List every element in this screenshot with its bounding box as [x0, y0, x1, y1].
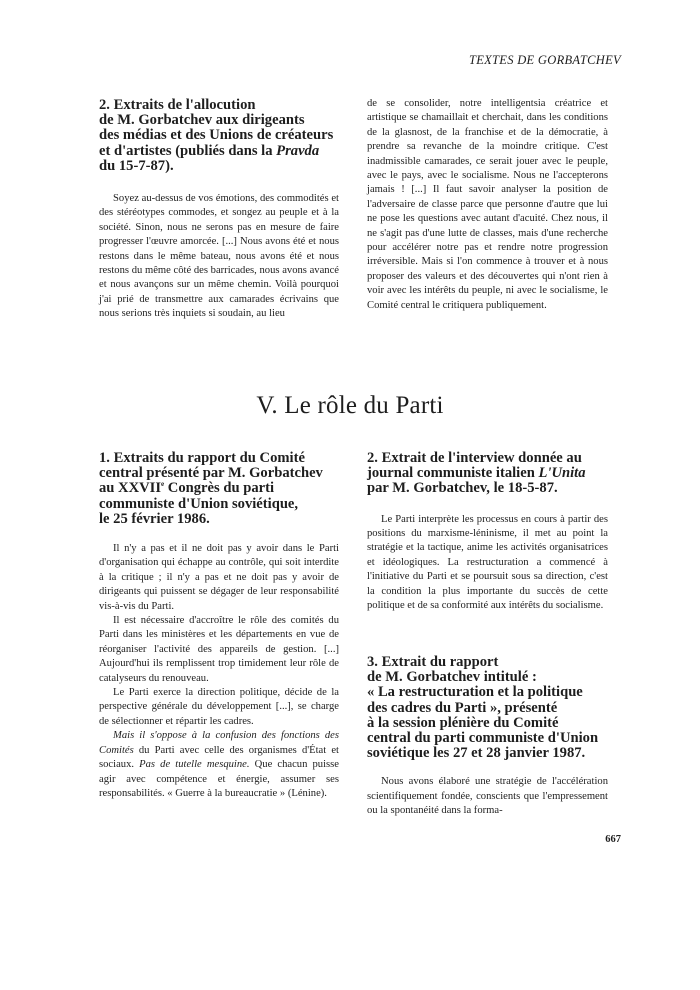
page-number: 667 [605, 834, 621, 845]
paragraph: Nous avons élaboré une stratégie de l'accélération scientifiquement fondée, conscients que l'empressement ou la spontanéité dans la forma- [367, 776, 608, 817]
section-rapport-cadres [367, 655, 608, 819]
paragraph: Le Parti exerce la direction politique, décide de la perspective générale du développement [...], se charge de sélectionner et répartir les cadres. [99, 687, 339, 727]
section-allocution [99, 98, 339, 322]
section-heading-rapport: 1. Extraits du rapport du Comité central présenté par M. Gorbatchev au XXVIIe Congrès du parti communiste d'Union soviétique, le 25 février 1986. [99, 450, 323, 527]
paragraph: Soyez au-dessus de vos émotions, des commodités et des stéréotypes commodes, et songez au peuple et à la société. Sinon, nous ne serons pas en mesure de faire progresser l'œuvre amorcée. [...] Nous avons été et nous restons dans le même bateau, nous avons été et nous restons du même côté des barricades, nous avons avancé et nous avançons sur un même chemin. Voilà pourquoi j'ai prié de transmettre aux camarades écrivains que nous serions très inquiets si soudain, au lieu [99, 193, 339, 320]
section-rapport-xxvii [99, 451, 339, 801]
section-allocution-continued [367, 97, 608, 313]
paragraph: de se consolider, notre intelligentsia créatrice et artistique se chamaillait et cherchait, dans les conditions de la glasnost, de la franchise et de la démocratie, à prendre sa revanche de la moindre critique. C'est inadmissible camarades, ce serait jouer avec le peuple, avec le pays, avec le socialisme. Nous ne l'accepterons jamais ! [...] Il faut savoir analyser la position de l'adversaire de classe parce que personne d'autre que lui ne pose les questions avec autant d'acuité. Chez nous, il ne s'agit pas d'une lutte de classes, mais d'une recherche pour accélérer notre pas et rendre notre progression irréversible. Mais si l'on commence à trouver et à nous proposer des valeurs et des découvertes qui n'ont rien à voir avec les intérêts du peuple, ni avec le socialisme, le Comité central le critiquera publiquement. [367, 98, 608, 311]
section-heading-cadres: 3. Extrait du rapport de M. Gorbatchev intitulé : « La restructuration et la politique des cadres du Parti », présenté à la session plénière du Comité central du parti communiste d'Union soviétique les 27 et 28 janvier 1987. [367, 654, 599, 762]
paragraph: Il est nécessaire d'accroître le rôle des comités du Parti dans les ministères et les départements en vue de réorganiser l'activité des appareils de gestion. [...] Aujourd'hui ils remplissent trop timidement leur rôle de catalyseurs du renouveau. [99, 615, 339, 684]
section-heading-allocution: 2. Extraits de l'allocution de M. Gorbatchev aux dirigeants des médias et des Unions de créateurs et d'artistes (publiés dans la Pravda du 15-7-87). [99, 97, 334, 174]
section-interview-unita [367, 451, 608, 613]
running-head: TEXTES DE GORBATCHEV [468, 53, 621, 67]
paragraph: Le Parti interprète les processus en cours à partir des positions du marxisme-léninisme, il met au point la stratégie et la tactique, anime les activités organisatrices et idéologiques. La restructuration a commencé à l'initiative du Parti et se poursuit sous sa direction, c'est la condition la plus importante du succès de cette politique et de sa conformité aux intérêts du socialisme. [367, 513, 608, 612]
paragraph: Il n'y a pas et il ne doit pas y avoir dans le Parti d'organisation qui échappe au contrôle, qui soit interdite à la critique ; il n'y a pas et ne doit pas y avoir de dirigeants qui puissent se dégager de leur responsabilité vis-à-vis du Parti. [99, 543, 339, 612]
chapter-title: V. Le rôle du Parti [256, 392, 444, 419]
section-heading-interview: 2. Extrait de l'interview donnée au journal communiste italien L'Unita par M. Gorbatchev, le 18-5-87. [367, 450, 586, 497]
paragraph: Mais il s'oppose à la confusion des fonctions des Comités du Parti avec celle des organismes d'État et sociaux. Pas de tutelle mesquine. Que chacun puisse agir avec compétence et énergie, assumer ses responsabilités. « Guerre à la bureaucratie » (Lénine). [99, 730, 339, 799]
